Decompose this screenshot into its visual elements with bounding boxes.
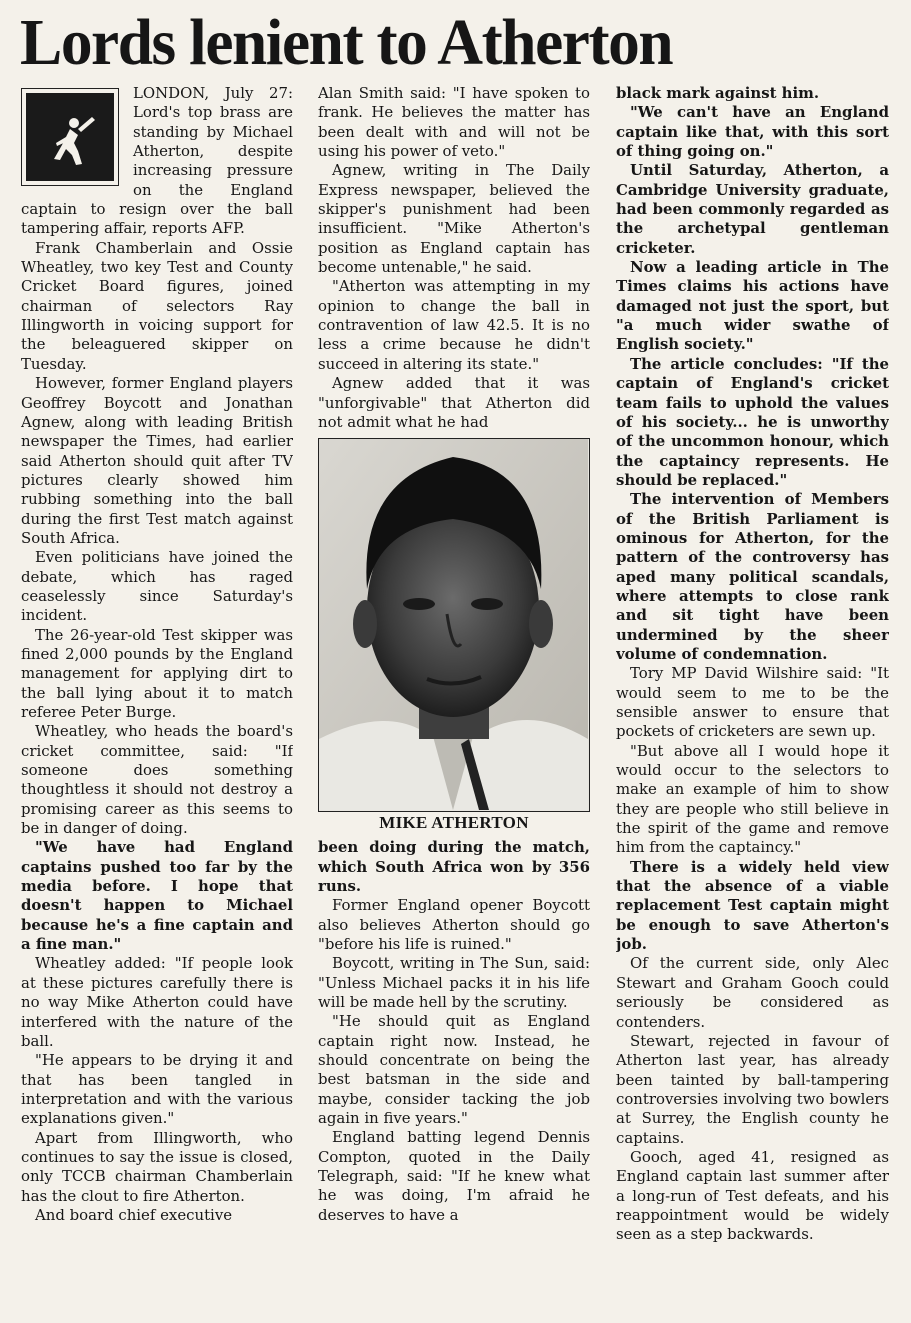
paragraph: Frank Chamberlain and Ossie Wheatley, two key Test and County Cricket Board figures, joined chairman of selectors Ray Illingworth in voicing support for the beleaguered skipper on Tuesday. [21, 238, 293, 373]
headline: Lords lenient to Atherton [20, 6, 673, 79]
paragraph: Agnew added that it was "unforgivable" that Atherton did not admit what he had [318, 374, 590, 431]
photo-caption: MIKE ATHERTON [379, 813, 529, 833]
paragraph: The article concludes: "If the captain of England's cricket team fails to uphold the values of his society... he is unworthy of the uncommon honour, which the captaincy represents. He should be replaced." [616, 354, 889, 489]
paragraph: Now a leading article in The Times claims his actions have damaged not just the sport, but "a much wider swathe of English society." [616, 258, 889, 354]
paragraph: "Atherton was attempting in my opinion to change the ball in contravention of law 42.5. It is no less a crime because he didn't succeed in altering its state." [318, 277, 590, 373]
paragraph: Apart from Illingworth, who continues to say the issue is closed, only TCCB chairman Chamberlain has the clout to fire Atherton. [21, 1128, 293, 1205]
paragraph: "We have had England captains pushed too far by the media before. I hope that doesn't happen to Michael because he's a fine captain and a fine man." [21, 838, 293, 954]
paragraph: Wheatley, who heads the board's cricket committee, said: "If someone does something thoughtless it should not destroy a promising career as this seems to be in danger of doing. [21, 722, 293, 838]
cricket-batsman-icon [26, 93, 114, 181]
paragraph: Former England opener Boycott also believes Atherton should go "before his life is ruined." [318, 896, 590, 953]
portrait-photo-block [318, 438, 590, 834]
paragraph: However, former England players Geoffrey Boycott and Jonathan Agnew, along with leading British newspaper the Times, had earlier said Atherton should quit after TV pictures clearly showed him rubbing something into the ball during the first Test match against South Africa. [21, 374, 293, 547]
paragraph: black mark against him. [616, 84, 820, 102]
paragraph: been doing during the match, which South Africa won by 356 runs. [318, 838, 590, 895]
paragraph: England batting legend Dennis Compton, quoted in the Daily Telegraph, said: "If he knew what he was doing, I'm afraid he deserves to have a [318, 1128, 590, 1224]
paragraph: And board chief executive [35, 1205, 233, 1224]
paragraph: Until Saturday, Atherton, a Cambridge University graduate, had been commonly regarded as the archetypal gentleman cricketer. [616, 161, 889, 257]
paragraph: The intervention of Members of the British Parliament is ominous for Atherton, for the pattern of the controversy has aped many political scandals, where attempts to close rank and sit tight have been undermined by the sheer volume of condemnation. [616, 490, 889, 663]
article-column-2 [318, 84, 590, 1319]
article-column-3 [616, 84, 889, 1319]
paragraph: Of the current side, only Alec Stewart and Graham Gooch could seriously be considered as contenders. [616, 954, 889, 1031]
paragraph: Boycott, writing in The Sun, said: "Unless Michael packs it in his life will be made hell by the scrutiny. [318, 954, 590, 1011]
section-logo [21, 88, 119, 186]
paragraph: Wheatley added: "If people look at these pictures carefully there is no way Mike Atherton could have interfered with the nature of the ball. [21, 954, 293, 1050]
paragraph: Agnew, writing in The Daily Express newspaper, believed the skipper's punishment had been insufficient. "Mike Atherton's position as England captain has become untenable," he said. [318, 161, 590, 277]
paragraph: LONDON, July 27: Lord's top brass are standing by Michael Atherton, despite increasing pressure on the England captain to resign over the ball tampering affair, reports AFP. [21, 84, 293, 238]
paragraph: "He appears to be drying it and that has been tangled in interpretation and with the various explanations given." [21, 1051, 293, 1128]
paragraph: Alan Smith said: "I have spoken to frank. He believes the matter has been dealt with and will not be using his power of veto." [318, 84, 590, 161]
paragraph: "He should quit as England captain right now. Instead, he should concentrate on being the best batsman in the side and maybe, consider tacking the job again in five years." [318, 1012, 590, 1127]
paragraph: "We can't have an England captain like that, with this sort of thing going on." [616, 103, 889, 161]
portrait-photo [318, 438, 590, 812]
paragraph: Stewart, rejected in favour of Atherton last year, has already been tainted by ball-tampering controversies involving two bowlers at Surrey, the English county he captains. [616, 1031, 889, 1147]
paragraph: "But above all I would hope it would occur to the selectors to make an example of him to show they are people who still believe in the spirit of the game and remove him from the captaincy." [616, 741, 889, 857]
article-column-1 [21, 84, 293, 1319]
paragraph: There is a widely held view that the absence of a viable replacement Test captain might be enough to save Atherton's job. [616, 857, 889, 954]
paragraph: Even politicians have joined the debate, which has raged ceaselessly since Saturday's incident. [21, 548, 293, 625]
portrait-image [319, 439, 588, 810]
paragraph: Tory MP David Wilshire said: "It would seem to me to be the sensible answer to ensure that pockets of cricketers are sewn up. [616, 664, 889, 741]
paragraph: Gooch, aged 41, resigned as England captain last summer after a long-run of Test defeats, and his reappointment would be widely seen as a step backwards. [616, 1147, 889, 1244]
paragraph: The 26-year-old Test skipper was fined 2,000 pounds by the England management for applying dirt to the ball lying about it to match referee Peter Burge. [21, 625, 293, 721]
